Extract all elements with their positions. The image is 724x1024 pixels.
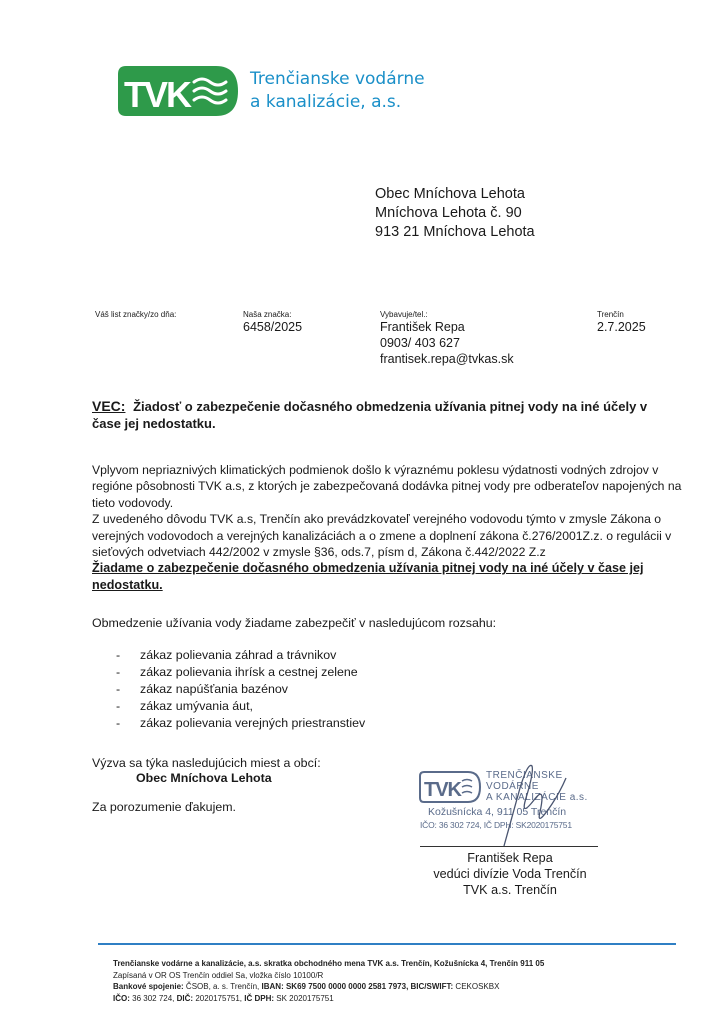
list-item: - zákaz polievania verejných priestranstiev: [116, 715, 365, 732]
body-paragraph-1: Vplyvom nepriaznivých klimatických podmienok došlo k výraznému poklesu výdatnosti vodných zdrojov v regióne pôsobnosti TVK a.s, z ktorých je zabezpečovaná dodávka pitnej vody pre odberateľov napojených na tieto vodovody.: [92, 463, 682, 510]
list-item: - zákaz polievania ihrísk a cestnej zelene: [116, 664, 365, 681]
footer-ico-label: IČO:: [113, 993, 130, 1003]
footer-line2: Zapísaná v OR OS Trenčín oddiel Sa, vložka číslo 10100/R: [113, 970, 324, 980]
handled-by-email: frantisek.repa@tvkas.sk: [380, 352, 514, 366]
recipient-line3: 913 21 Mníchova Lehota: [375, 224, 535, 240]
footer-bic-value: CEKOSKBX: [455, 982, 500, 991]
company-name-line2: a kanalizácie, a.s.: [250, 92, 402, 112]
footer-ico-value: 36 302 724,: [132, 993, 175, 1003]
handled-by-contact: [380, 319, 514, 367]
footer-bank-value: ČSOB, a. s. Trenčín,: [185, 982, 260, 991]
recipient-line1: Obec Mníchova Lehota: [375, 186, 525, 202]
signer-block: [418, 850, 602, 898]
letter-body: [92, 462, 692, 593]
letter-date: 2.7.2025: [597, 320, 646, 334]
list-item: - zákaz polievania záhrad a trávnikov: [116, 647, 365, 664]
our-ref-value: 6458/2025: [243, 320, 303, 334]
signer-name: František Repa: [467, 851, 553, 865]
list-item: - zákaz umývania áut,: [116, 698, 365, 715]
footer-line1: Trenčianske vodárne a kanalizácie, a.s. skratka obchodného mena TVK a.s. Trenčín, Kožušnícka 4, Trenčín 911 05: [113, 959, 545, 968]
footer-iban-label: IBAN:: [261, 982, 284, 991]
subject: [92, 398, 672, 432]
footer-bank: [113, 981, 544, 993]
restrictions-list: [116, 647, 365, 732]
company-name: [250, 68, 425, 114]
handled-by-name: František Repa: [380, 320, 465, 334]
handwritten-signature: [476, 758, 576, 848]
footer-dic-value: 2020175751,: [195, 993, 243, 1003]
footer-rule: [98, 943, 676, 945]
company-name-line1: Trenčianske vodárne: [250, 69, 425, 89]
places-intro: Výzva sa týka nasledujúcich miest a obcí:: [92, 756, 321, 770]
tvk-logo: [116, 62, 240, 120]
list-item: - zákaz napúšťania bazénov: [116, 681, 365, 698]
stamp-address: Kožušnícka 4, 911 05 Trenčín: [428, 806, 567, 818]
recipient-address: [375, 185, 535, 242]
stamp-logo-icon: [418, 770, 482, 804]
places-name: Obec Mníchova Lehota: [136, 771, 272, 785]
footer-icdph-label: IČ DPH:: [244, 993, 275, 1003]
stamp-ids: IČO: 36 302 724, IČ DPH: SK2020175751: [420, 820, 572, 830]
place-label: Trenčín: [597, 310, 624, 319]
company-stamp: [416, 758, 598, 842]
footer: [113, 958, 544, 1004]
stamp-line2: VODÁRNE: [486, 781, 539, 792]
handled-by-label: Vybavuje/tel.:: [380, 310, 428, 319]
subject-label: VEC:: [92, 398, 126, 414]
body-paragraph-2: Z uvedeného dôvodu TVK a.s, Trenčín ako prevádzkovateľ verejného vodovodu týmto v zmysle Zákona o verejných vodovodoch a verejných kanalizáciách a o zmene a doplnení zákona č.276/2001Z.z. o regulácii v sieťových odvetviach 442/2002 v zmysle §36, ods.7, písm d, Zákona č.442/2022 Z.z: [92, 512, 672, 560]
footer-iban-value: SK69 7500 0000 0000 2581 7973, BIC/SWIFT:: [285, 982, 454, 991]
your-letter-label: Váš list značky/zo dňa:: [95, 310, 177, 319]
footer-ids: [113, 993, 544, 1005]
footer-icdph-value: SK 2020175751: [276, 993, 334, 1003]
signer-title: vedúci divízie Voda Trenčín: [433, 867, 587, 881]
svg-text:TVK: TVK: [424, 779, 461, 801]
signer-org: TVK a.s. Trenčín: [463, 883, 557, 897]
logo-mark-text: TVK: [124, 74, 190, 115]
subject-text: Žiadosť o zabezpečenie dočasného obmedzenia užívania pitnej vody na iné účely v čase jej nedostatku.: [92, 399, 648, 431]
footer-bank-label: Bankové spojenie:: [113, 982, 184, 991]
recipient-line2: Mníchova Lehota č. 90: [375, 205, 522, 221]
our-ref-label: Naša značka:: [243, 310, 292, 319]
thanks-text: Za porozumenie ďakujem.: [92, 800, 236, 814]
stamp-line1: TRENČIANSKE: [486, 770, 563, 781]
body-request: Žiadame o zabezpečenie dočasného obmedzenia užívania pitnej vody na iné účely v čase jej nedostatku.: [92, 561, 644, 592]
handled-by-phone: 0903/ 403 627: [380, 336, 460, 350]
scope-intro: Obmedzenie užívania vody žiadame zabezpečiť v nasledujúcom rozsahu:: [92, 616, 497, 630]
footer-dic-label: DIČ:: [176, 993, 194, 1003]
signature-line: [420, 846, 598, 847]
stamp-line3: A KANALIZÁCIE a.s.: [486, 792, 588, 803]
